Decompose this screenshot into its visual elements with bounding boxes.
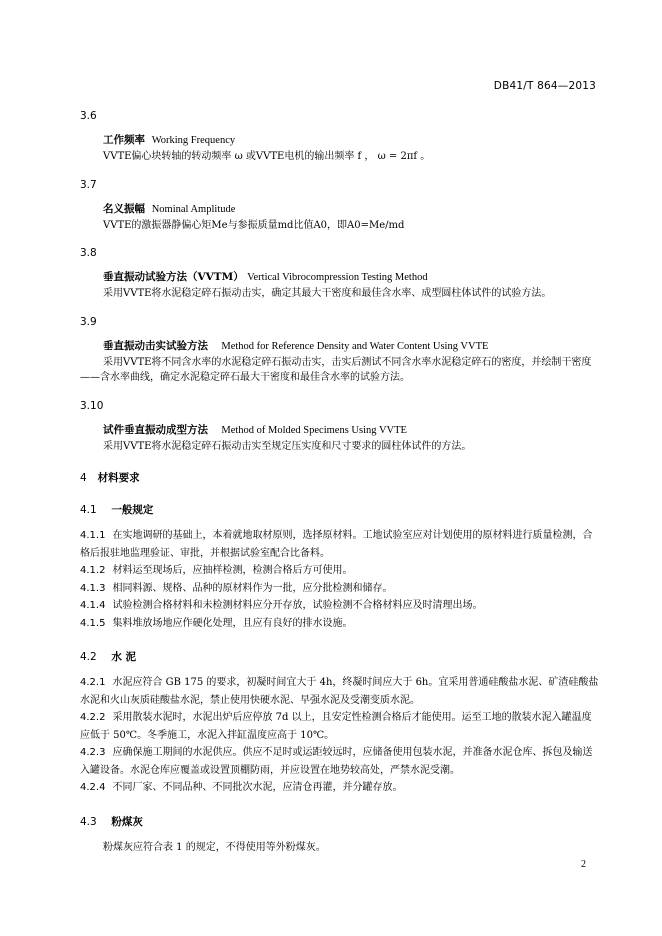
term-title-cn: 垂直振动击实试验方法 <box>103 339 208 352</box>
standard-id: DB41/T 864—2013 <box>493 80 596 92</box>
clause-number: 4.1.3 <box>80 582 106 594</box>
clause-text: 采用散装水泥时，水泥出炉后应停放 7d 以上，且安定性检测合格后才能使用。运至工地的散装水泥入罐温度应低于 50℃。冬季施工，水泥入拌缸温度应高于 10℃。 <box>80 712 592 741</box>
clause-number: 4.2.4 <box>80 782 106 793</box>
subsection-title: 水 泥 <box>111 651 136 663</box>
term-title-cn: 垂直振动试验方法（VVTM） <box>103 271 244 283</box>
term-number: 3.8 <box>80 247 97 259</box>
term-title-en: Working Frequency <box>151 135 236 146</box>
clause-number: 4.2.1 <box>80 677 106 688</box>
clause-number: 4.2.3 <box>80 747 106 758</box>
term-number: 3.7 <box>80 178 97 191</box>
clause-number: 4.1.4 <box>80 600 106 611</box>
clause-text: 应确保施工期间的水泥供应。供应不足时或运距较远时，应储备使用包装水泥，并准备水泥仓库、拆包及输送入罐设备。水泥仓库应覆盖或设置顶棚防雨，并应设置在地势较高处，严禁水泥受潮。 <box>80 747 593 776</box>
paragraph: 粉煤灰应符合表 1 的规定，不得使用等外粉煤灰。 <box>103 841 326 853</box>
clause <box>80 709 600 744</box>
term-heading <box>103 423 600 438</box>
clause-text: 水泥应符合 GB 175 的要求，初凝时间宜大于 4h，终凝时间应大于 6h。宜采用普通硅酸盐水泥、矿渣硅酸盐水泥和火山灰质硅酸盐水泥，禁止使用快硬水泥、早强水泥及受潮变质水泥。 <box>80 677 599 706</box>
clause-text: 集料堆放场地应作硬化处理，且应有良好的排水设施。 <box>112 617 353 629</box>
subsection-number: 4.3 <box>80 815 97 828</box>
term-heading <box>103 202 600 217</box>
term-definition: 采用VVTE将不同含水率的水泥稳定碎石振动击实，击实后测试不同含水率水泥稳定碎石的密度，并绘制干密度——含水率曲线，确定水泥稳定碎石最大干密度和最佳含水率的试验方法。 <box>80 356 592 383</box>
section-title: 材料要求 <box>97 472 140 484</box>
term-definition: VVTE偏心块转轴的转动频率 ω 或VVTE电机的输出频率 f ， ω = 2πf 。 <box>103 151 431 162</box>
clause <box>80 615 600 633</box>
term-title-cn: 名义振幅 <box>103 202 145 215</box>
clause-number: 4.1.5 <box>80 617 106 629</box>
term-title-en: Method of Molded Specimens Using VVTE <box>221 424 407 436</box>
section-number: 4 <box>80 472 87 484</box>
clause-number: 4.2.2 <box>80 712 106 723</box>
document-body <box>80 109 600 856</box>
subsection-title: 一般规定 <box>111 504 154 516</box>
clause <box>80 580 600 598</box>
term-title-en: Method for Reference Density and Water Content Using VVTE <box>221 340 489 352</box>
subsection-title: 粉煤灰 <box>111 815 143 828</box>
term-title-en: Vertical Vibrocompression Testing Method <box>247 272 428 283</box>
clause <box>80 597 600 615</box>
term-definition: 采用VVTE将水泥稳定碎石振动击实，确定其最大干密度和最佳含水率、成型圆柱体试件的试验方法。 <box>103 288 552 299</box>
term-definition: 采用VVTE将水泥稳定碎石振动击实至规定压实度和尺寸要求的圆柱体试件的方法。 <box>103 440 472 452</box>
subsection-number: 4.2 <box>80 651 97 663</box>
clause-text: 不同厂家、不同品种、不同批次水泥，应清仓再灌，并分罐存放。 <box>112 782 403 793</box>
clause-text: 在实地调研的基础上，本着就地取材原则，选择原材料。工地试验室应对计划使用的原材料进行质量检测，合格后报驻地监理验证、审批，并根据试验室配合比备料。 <box>80 530 593 559</box>
term-title-cn: 试件垂直振动成型方法 <box>103 423 208 436</box>
clause <box>80 674 600 709</box>
term-heading <box>103 133 600 148</box>
term-title-cn: 工作频率 <box>103 134 145 146</box>
clause-text: 相同料源、规格、品种的原材料作为一批，应分批检测和储存。 <box>112 582 393 594</box>
clause-text: 材料运至现场后，应抽样检测，检测合格后方可使用。 <box>112 565 353 576</box>
clause <box>80 527 600 562</box>
page-number: 2 <box>581 859 586 870</box>
clause <box>80 779 600 797</box>
clause <box>80 562 600 580</box>
term-heading <box>103 339 600 354</box>
clause <box>80 744 600 779</box>
clause-number: 4.1.1 <box>80 530 106 541</box>
subsection-heading <box>80 815 600 829</box>
term-title-en: Nominal Amplitude <box>151 203 236 215</box>
term-number: 3.9 <box>80 315 97 328</box>
term-number: 3.6 <box>80 110 97 122</box>
section-heading <box>80 471 600 485</box>
clause-number: 4.1.2 <box>80 565 106 576</box>
term-definition: VVTE的激振器静偏心矩Me与参振质量md比值A0，即A0=Me/md <box>103 219 405 231</box>
subsection-heading <box>80 650 600 664</box>
term-number: 3.10 <box>80 399 104 412</box>
term-heading <box>103 270 600 285</box>
subsection-heading <box>80 503 600 517</box>
clause-text: 试验检测合格材料和未检测材料应分开存放，试验检测不合格材料应及时清理出场。 <box>112 600 483 611</box>
subsection-number: 4.1 <box>80 504 97 516</box>
